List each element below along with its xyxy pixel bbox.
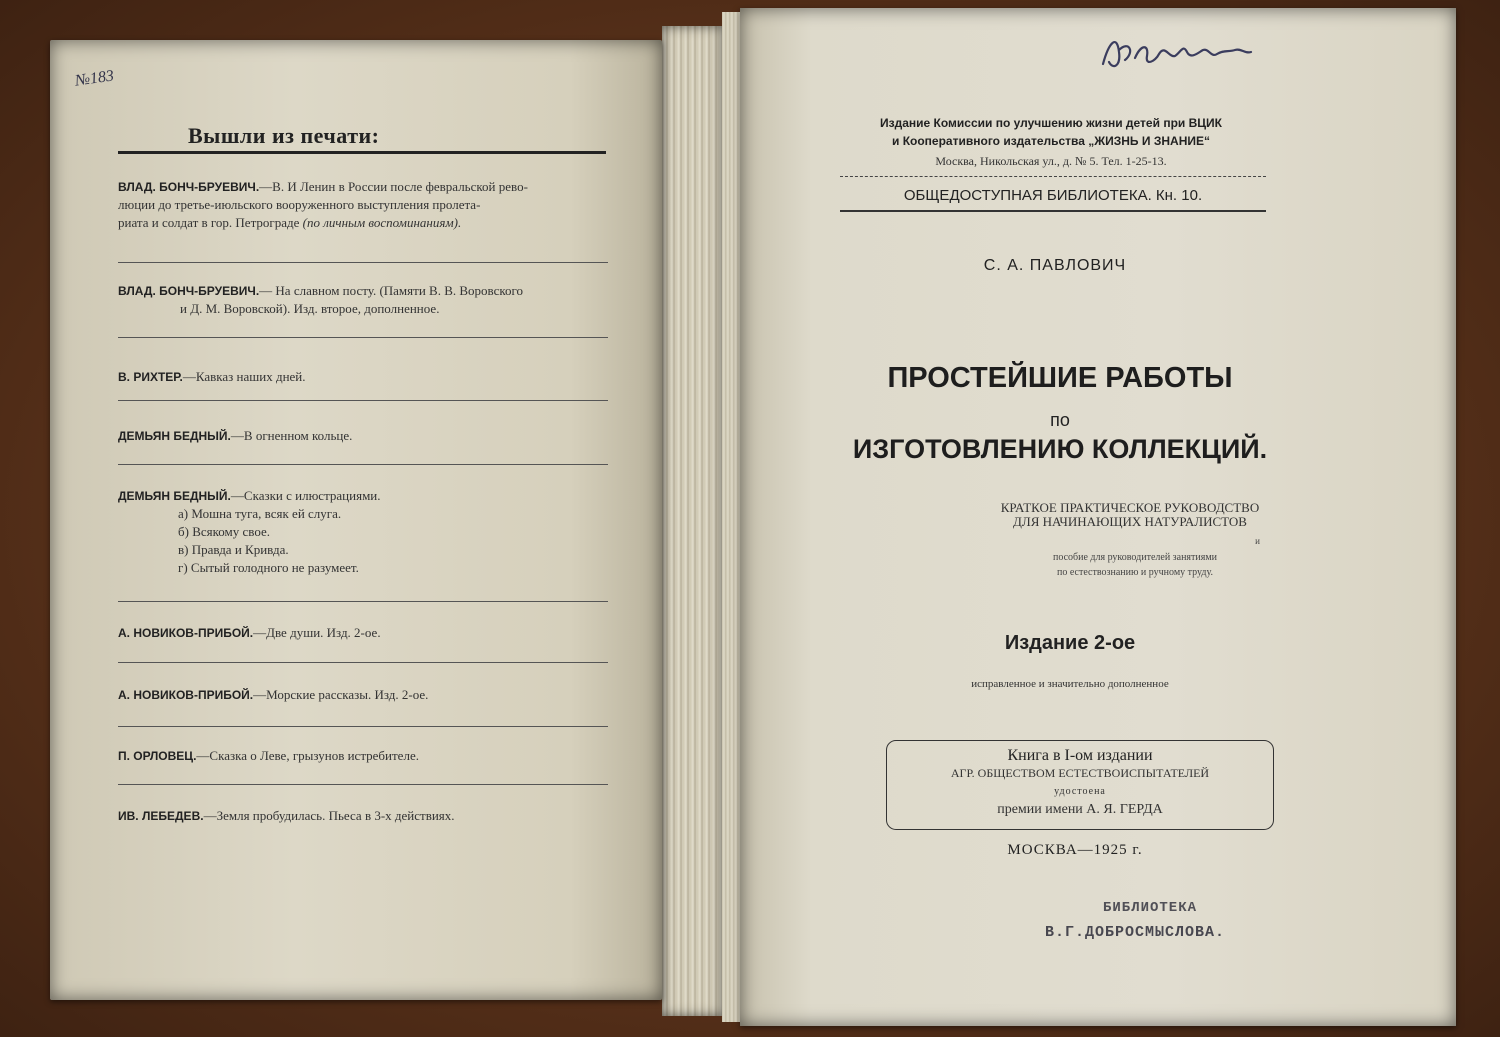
- book-author: С. А. ПАВЛОВИЧ: [983, 257, 1127, 274]
- entry-author: П. ОРЛОВЕЦ.: [118, 749, 197, 763]
- city-year: МОСКВА—1925 г.: [1007, 842, 1143, 858]
- edition-label: Издание 2-ое: [1004, 632, 1136, 654]
- entry-text: —Кавказ наших дней.: [182, 369, 306, 384]
- entry-author: А. НОВИКОВ-ПРИБОЙ.: [118, 626, 254, 640]
- title-divider: [118, 151, 606, 154]
- entry-author: В. РИХТЕР.: [118, 370, 183, 384]
- subtitle-line-1: КРАТКОЕ ПРАКТИЧЕСКОЕ РУКОВОДСТВО: [1000, 500, 1260, 515]
- entry-sub-item: б) Всякому свое.: [178, 524, 270, 539]
- entry-author: ВЛАД. БОНЧ-БРУЕВИЧ.: [118, 180, 260, 194]
- entry-text: люции до третье-июльского вооруженного выступления пролета-: [118, 197, 481, 212]
- award-line-4: премии имени А. Я. ГЕРДА: [997, 802, 1163, 817]
- library-stamp-line-2: В.Г.ДОБРОСМЫСЛОВА.: [1044, 924, 1226, 941]
- edition-note: исправленное и значительно дополненное: [971, 678, 1169, 690]
- entry-author: ДЕМЬЯН БЕДНЫЙ.: [118, 429, 231, 443]
- publisher-line-2: и Кооперативного издательства „ЖИЗНЬ И ЗНАНИЕ“: [891, 134, 1210, 148]
- catalog-entry-9: [118, 807, 610, 825]
- entry-text: —Две души. Изд. 2-ое.: [253, 625, 381, 640]
- subtitle-line-3: пособие для руководителей занятиями: [1052, 552, 1218, 563]
- subtitle-line-2: ДЛЯ НАЧИНАЮЩИХ НАТУРАЛИСТОВ: [1013, 514, 1247, 529]
- entry-text: —Морские рассказы. Изд. 2-ое.: [253, 687, 429, 702]
- entry-text: —Сказки с илюстрациями.: [230, 488, 381, 503]
- library-stamp-line-1: БИБЛИОТЕКА: [1102, 900, 1197, 916]
- entry-divider: [118, 662, 608, 663]
- handwritten-signature-icon: [1095, 22, 1255, 82]
- entry-author: ДЕМЬЯН БЕДНЫЙ.: [118, 489, 231, 503]
- book-title-line-3: ИЗГОТОВЛЕНИЮ КОЛЛЕКЦИЙ.: [852, 434, 1268, 464]
- entry-sub-item: г) Сытый голодного не разумеет.: [178, 560, 359, 575]
- entry-divider: [118, 601, 608, 602]
- entry-text: —В. И Ленин в России после февральской рево-: [259, 179, 528, 194]
- catalog-entry-2: [118, 282, 610, 318]
- publisher-line-1: Издание Комиссии по улучшению жизни детей при ВЦИК: [880, 116, 1222, 130]
- series-label: ОБЩЕДОСТУПНАЯ БИБЛИОТЕКА. Кн. 10.: [903, 187, 1203, 204]
- entry-text: и Д. М. Воровской). Изд. второе, дополненное.: [180, 301, 440, 316]
- catalog-entry-6: [118, 624, 610, 642]
- catalog-entry-3: [118, 368, 610, 386]
- entry-divider: [118, 337, 608, 338]
- entry-divider: [118, 464, 608, 465]
- catalog-entry-5: [118, 487, 610, 577]
- catalog-title: Вышли из печати:: [188, 123, 380, 148]
- award-line-2: АГР. ОБЩЕСТВОМ ЕСТЕСТВОИСПЫТАТЕЛЕЙ: [950, 766, 1210, 780]
- entry-text: —Земля пробудилась. Пьеса в 3-х действиях.: [203, 808, 455, 823]
- catalog-entry-7: [118, 686, 610, 704]
- entry-divider: [118, 262, 608, 263]
- catalog-entry-4: [118, 427, 610, 445]
- entry-author: ВЛАД. БОНЧ-БРУЕВИЧ.: [118, 284, 260, 298]
- entry-sub-item: а) Мошна туга, всяк ей слуга.: [178, 506, 342, 521]
- entry-text: —В огненном кольце.: [230, 428, 353, 443]
- publisher-address: Москва, Никольская ул., д. № 5. Тел. 1-25-13.: [935, 154, 1167, 168]
- catalog-entry-8: [118, 747, 610, 765]
- subtitle-line-4: по естествознанию и ручному труду.: [1057, 567, 1213, 578]
- book-spine-edge: [662, 26, 722, 1016]
- entry-author: ИВ. ЛЕБЕДЕВ.: [118, 809, 204, 823]
- entry-text: риата и солдат в гор. Петрограде: [118, 215, 300, 230]
- entry-text: — На славном посту. (Памяти В. В. Воровского: [259, 283, 524, 298]
- entry-text-line: [118, 214, 610, 232]
- entry-divider: [118, 784, 608, 785]
- entry-text: —Сказка о Леве, грызунов истребителе.: [196, 748, 419, 763]
- entry-author: А. НОВИКОВ-ПРИБОЙ.: [118, 688, 254, 702]
- entry-sub-item: в) Правда и Кривда.: [178, 542, 289, 557]
- book-title-line-1: ПРОСТЕЙШИЕ РАБОТЫ: [887, 362, 1233, 394]
- entry-divider: [118, 400, 608, 401]
- award-line-1: Книга в I-ом издании: [1007, 747, 1153, 764]
- subtitle-and: и: [1255, 536, 1260, 546]
- catalog-entry-1: [118, 178, 610, 232]
- series-top-rule: [840, 176, 1266, 177]
- entry-divider: [118, 726, 608, 727]
- book-title-line-2: по: [1050, 410, 1070, 430]
- series-bottom-rule: [840, 210, 1266, 212]
- handwritten-number: №183: [73, 67, 116, 90]
- entry-note: (по личным воспоминаниям).: [302, 215, 462, 230]
- award-line-3: удостоена: [1054, 786, 1106, 797]
